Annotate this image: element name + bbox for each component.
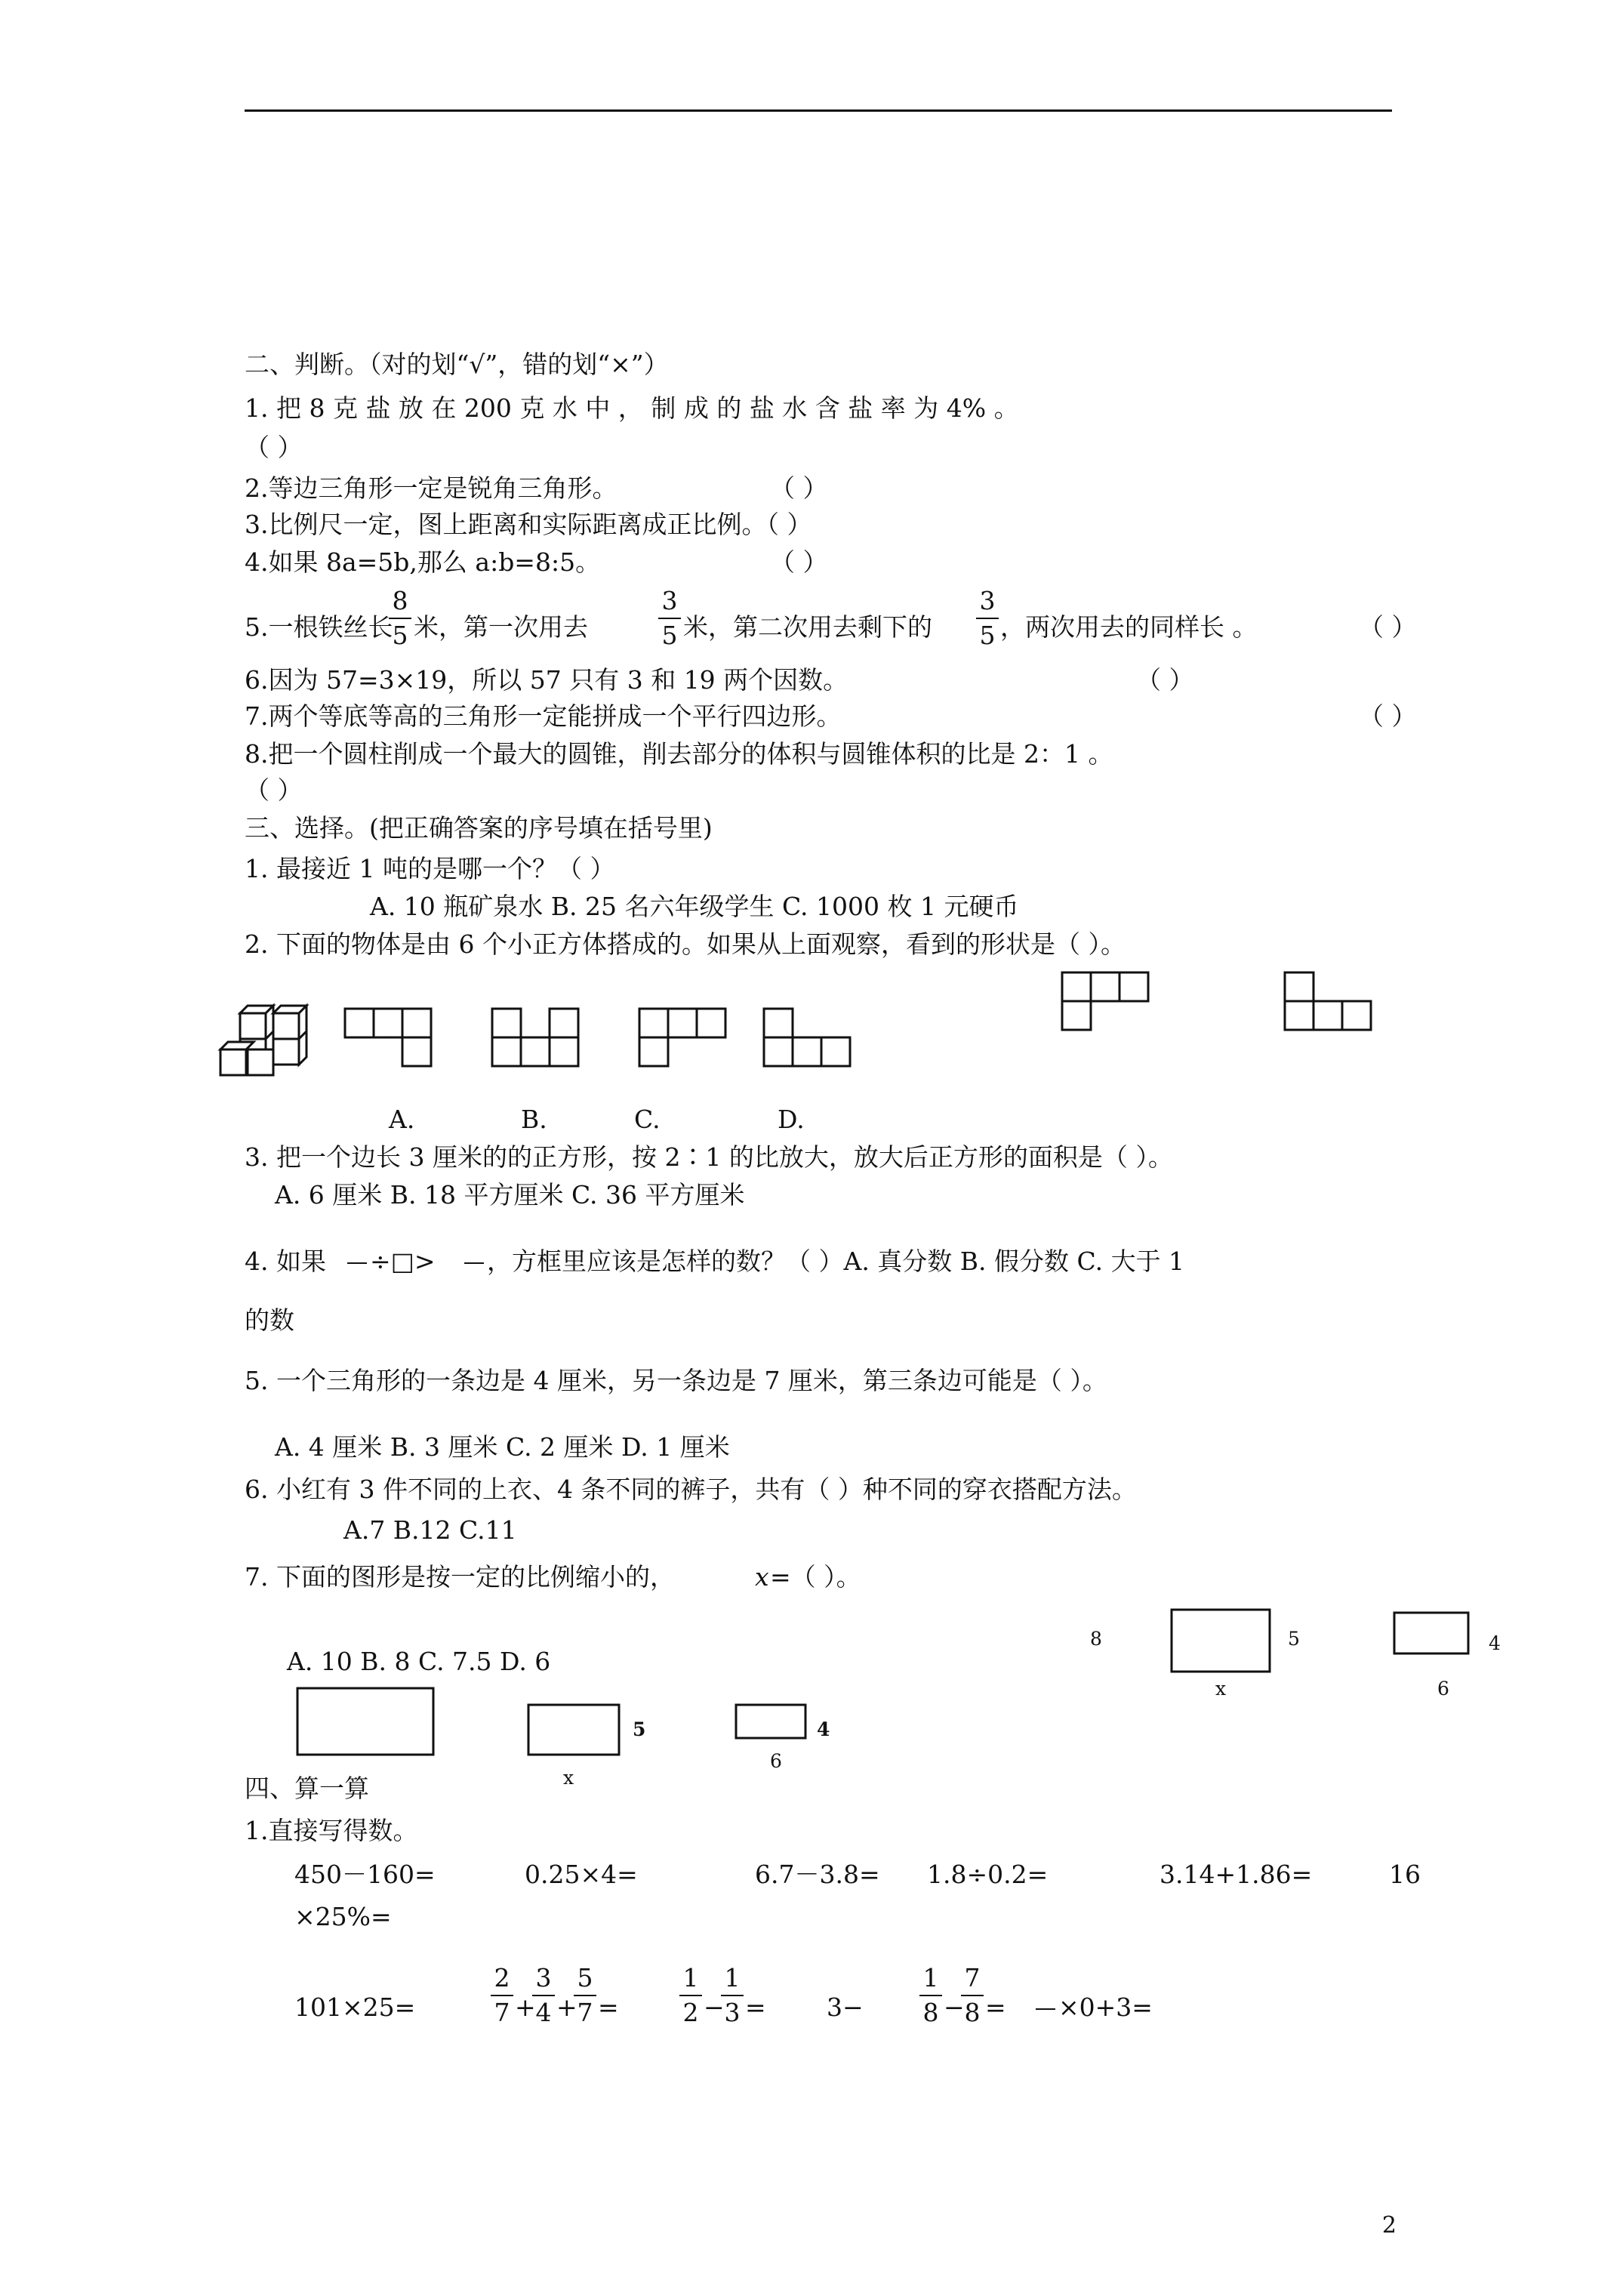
fig-label-4a: 4	[1489, 1632, 1501, 1654]
s3-q4-c: ，方框里应该是怎样的数？（ ）A. 真分数 B. 假分数 C. 大于 1	[487, 1247, 1185, 1276]
fig-label-8: 8	[1090, 1628, 1102, 1650]
s2-q5-c: 米，第二次用去剩下的	[683, 612, 932, 642]
extra-figure-2	[1283, 971, 1381, 1039]
fig-rect-lower-2	[527, 1703, 625, 1759]
section2-heading: 二、判断。（对的划“√”，错的划“×”）	[245, 350, 669, 379]
calc-5: 3.14+1.86=	[1160, 1860, 1313, 1889]
cube-stack-figure	[219, 1004, 325, 1080]
op-eq-1: =	[598, 1992, 619, 2022]
fig-label-6a: 6	[1437, 1678, 1449, 1700]
frac-1-8: $\frac{1}{8}$	[919, 1963, 942, 2028]
op-plus-2: +	[556, 1992, 577, 2022]
s2-q2: 2.等边三角形一定是锐角三角形。	[245, 473, 617, 503]
s3-q2: 2. 下面的物体是由 6 个小正方体搭成的。如果从上面观察，看到的形状是（ ）。	[245, 929, 1126, 959]
s3-q6: 6. 小红有 3 件不同的上衣、4 条不同的裤子，共有（ ）种不同的穿衣搭配方法。	[245, 1475, 1137, 1504]
page-number: 2	[1381, 2212, 1397, 2239]
s3-q6-options: A.7 B.12 C.11	[343, 1515, 517, 1545]
calc-101x25: 101×25=	[294, 1992, 416, 2022]
calc-3-minus: 3−	[827, 1992, 864, 2022]
s3-q4-cont: 的数	[245, 1305, 294, 1335]
s3-q4-a: 4. 如果	[245, 1247, 326, 1276]
fig-rect-lower-1	[296, 1687, 439, 1759]
fig-label-xb: x	[563, 1767, 574, 1789]
s2-q5-frac2: $\frac{3}{5}$	[658, 586, 681, 651]
s2-q6: 6.因为 57=3×19，所以 57 只有 3 和 19 两个因数。	[245, 665, 848, 695]
op-plus-1: +	[515, 1992, 536, 2022]
calc-6: 16	[1389, 1860, 1421, 1889]
s3-q7-options: A. 10 B. 8 C. 7.5 D. 6	[287, 1647, 551, 1676]
s2-q5-frac1: $\frac{8}{5}$	[389, 586, 411, 651]
option-c-label: C.	[634, 1105, 661, 1134]
op-minus-1: −	[704, 1992, 725, 2022]
fig-label-6b: 6	[770, 1750, 782, 1772]
calc-2: 0.25×4=	[525, 1860, 638, 1889]
s2-q4-paren: （ ）	[770, 547, 828, 577]
s2-q5-frac3: $\frac{3}{5}$	[976, 586, 999, 651]
option-b-figure	[491, 1007, 589, 1075]
s2-q8-paren: （ ）	[245, 775, 303, 805]
s2-q5-d: ，两次用去的同样长 。	[1000, 612, 1258, 642]
s4-sub1: 1.直接写得数。	[245, 1816, 418, 1845]
extra-figure-1	[1061, 971, 1159, 1039]
s3-q7-end: =（ ）。	[770, 1562, 861, 1592]
calc-4: 1.8÷0.2=	[927, 1860, 1049, 1889]
fig-rect-lower-3	[735, 1703, 810, 1741]
frac-2-7: $\frac{2}{7}$	[491, 1963, 513, 2028]
option-a-label: A.	[389, 1105, 415, 1134]
s2-q5-b: 米，第一次用去	[414, 612, 588, 642]
option-c-figure	[638, 1007, 736, 1075]
op-eq-2: =	[745, 1992, 766, 2022]
fig-label-5b: 5	[633, 1718, 646, 1740]
op-minus-2: −	[944, 1992, 965, 2022]
s2-q1-paren: （ ）	[245, 433, 303, 462]
frac-7-8: $\frac{7}{8}$	[961, 1963, 984, 2028]
fraction-blank-2	[464, 1262, 484, 1264]
s3-q1: 1. 最接近 1 吨的是哪一个？（ ）	[245, 854, 615, 883]
calc-1: 450－160=	[294, 1860, 436, 1889]
s3-q1-options: A. 10 瓶矿泉水 B. 25 名六年级学生 C. 1000 枚 1 元硬币	[370, 892, 1019, 921]
op-eq-3: =	[985, 1992, 1006, 2022]
section3-heading: 三、选择。(把正确答案的序号填在括号里)	[245, 813, 713, 843]
section4-heading: 四、算一算	[245, 1774, 369, 1803]
s2-q5-paren: （ ）	[1359, 612, 1417, 642]
calc-x0plus3: ×0+3=	[1058, 1992, 1153, 2022]
s3-q7: 7. 下面的图形是按一定的比例缩小的，	[245, 1562, 675, 1592]
s3-q7-x: x	[755, 1562, 769, 1592]
s2-q3: 3.比例尺一定，图上距离和实际距离成正比例。（ ）	[245, 510, 812, 539]
s2-q7-paren: （ ）	[1359, 701, 1417, 731]
frac-5-7: $\frac{5}{7}$	[574, 1963, 596, 2028]
frac-3-4: $\frac{3}{4}$	[532, 1963, 555, 2028]
fig-rect-upper-2	[1393, 1611, 1476, 1657]
calc-3: 6.7－3.8=	[755, 1860, 880, 1889]
option-b-label: B.	[521, 1105, 547, 1134]
frac-1-3: $\frac{1}{3}$	[721, 1963, 744, 2028]
s2-q6-paren: （ ）	[1136, 665, 1194, 695]
s2-q8: 8.把一个圆柱削成一个最大的圆锥，削去部分的体积与圆锥体积的比是 2：1 。	[245, 739, 1113, 769]
s3-q5-options: A. 4 厘米 B. 3 厘米 C. 2 厘米 D. 1 厘米	[275, 1432, 730, 1462]
frac-1-2: $\frac{1}{2}$	[679, 1963, 702, 2028]
fraction-blank-3	[1036, 2008, 1055, 2010]
fig-rect-upper-1	[1170, 1608, 1276, 1676]
fig-label-5a: 5	[1288, 1628, 1300, 1650]
option-d-label: D.	[778, 1105, 805, 1134]
calc-6-cont: ×25%=	[294, 1902, 392, 1931]
fig-label-4b: 4	[817, 1718, 830, 1740]
s2-q4: 4.如果 8a=5b,那么 a:b=8:5。	[245, 547, 601, 577]
fig-label-xa: x	[1215, 1678, 1227, 1700]
s3-q3-options: A. 6 厘米 B. 18 平方厘米 C. 36 平方厘米	[275, 1180, 745, 1210]
s2-q1: 1. 把 8 克 盐 放 在 200 克 水 中 ， 制 成 的 盐 水 含 盐 率 为 4% 。	[245, 393, 1019, 423]
s2-q2-paren: （ ）	[770, 473, 828, 503]
s3-q3: 3. 把一个边长 3 厘米的的正方形，按 2∶1 的比放大，放大后正方形的面积是（ ）。	[245, 1142, 1173, 1172]
option-a-figure	[343, 1007, 442, 1075]
s2-q5-a: 5.一根铁丝长	[245, 612, 393, 642]
s3-q5: 5. 一个三角形的一条边是 4 厘米，另一条边是 7 厘米，第三条边可能是（ ）。	[245, 1366, 1107, 1395]
option-d-figure	[762, 1007, 861, 1075]
s2-q7: 7.两个等底等高的三角形一定能拼成一个平行四边形。	[245, 701, 842, 731]
s3-q4-b: ÷□>	[370, 1247, 436, 1276]
fraction-blank-1	[347, 1262, 367, 1264]
header-rule	[245, 109, 1392, 112]
